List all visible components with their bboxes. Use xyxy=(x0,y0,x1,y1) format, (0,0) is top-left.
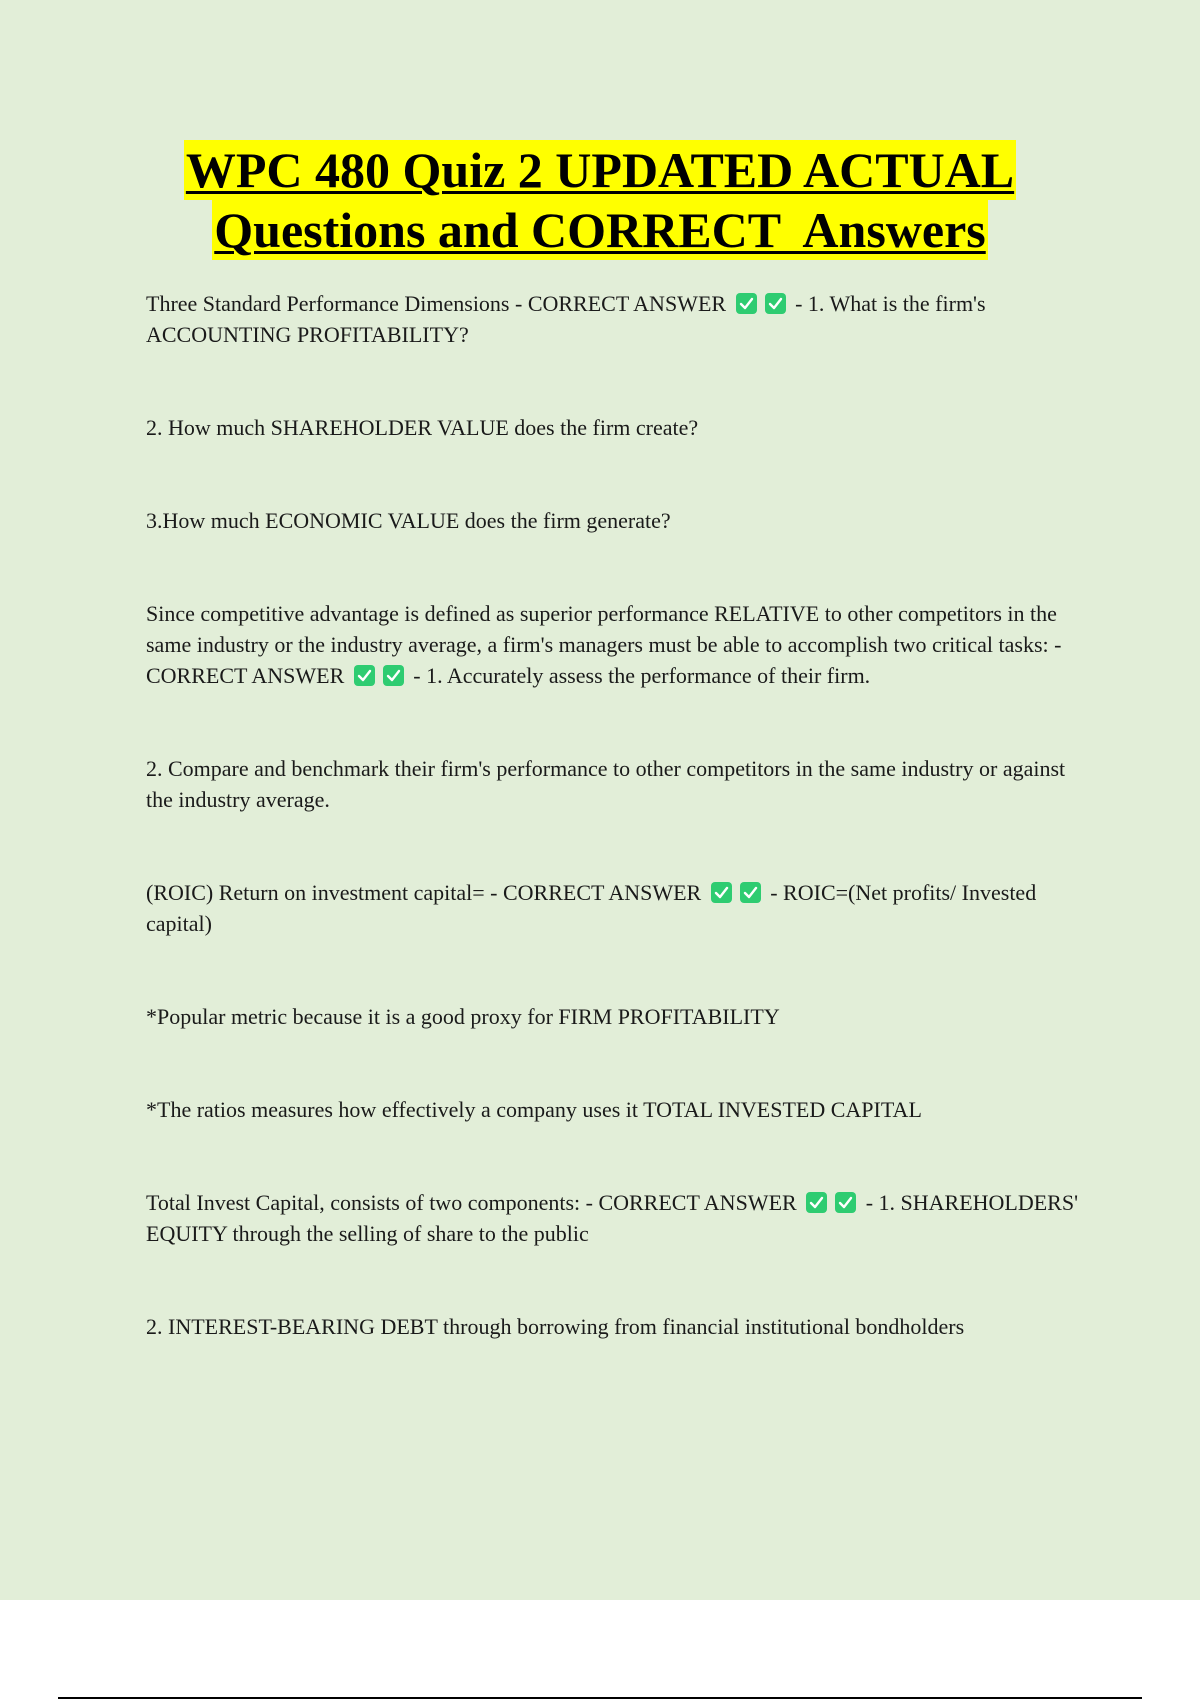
qa-item xyxy=(146,1094,1096,1125)
title-line-1: WPC 480 Quiz 2 UPDATED ACTUAL xyxy=(185,142,1015,198)
answer-text: 2. How much SHAREHOLDER VALUE does the firm create? xyxy=(146,415,699,440)
answer-text: - 1. Accurately assess the performance of their firm. xyxy=(413,663,871,688)
check-mark-icon xyxy=(806,1192,827,1213)
check-mark-icon xyxy=(765,293,786,314)
check-mark-icon xyxy=(835,1192,856,1213)
qa-item xyxy=(146,288,1096,350)
qa-item xyxy=(146,877,1096,939)
qa-item xyxy=(146,1001,1096,1032)
check-mark-icon xyxy=(354,665,375,686)
question-text: Total Invest Capital, consists of two components: - CORRECT ANSWER xyxy=(146,1190,797,1215)
answer-text: 2. INTEREST-BEARING DEBT through borrowing from financial institutional bondholders xyxy=(146,1314,965,1339)
footer-divider xyxy=(58,1697,1142,1699)
check-mark-icon xyxy=(740,882,761,903)
answer-text: 2. Compare and benchmark their firm's performance to other competitors in the same industry or against the industry average. xyxy=(146,756,1066,812)
answer-text: *The ratios measures how effectively a company uses it TOTAL INVESTED CAPITAL xyxy=(146,1097,922,1122)
qa-item xyxy=(146,505,1096,536)
question-text: Three Standard Performance Dimensions - CORRECT ANSWER xyxy=(146,291,727,316)
qa-item xyxy=(146,1311,1096,1342)
answer-text: 3.How much ECONOMIC VALUE does the firm generate? xyxy=(146,508,671,533)
qa-content xyxy=(146,288,1096,1404)
answer-text: - ROIC=(Net profits/ Invested capital) xyxy=(146,880,1037,936)
answer-text: - 1. What is the firm's ACCOUNTING PROFITABILITY? xyxy=(146,291,986,347)
answer-text: *Popular metric because it is a good proxy for FIRM PROFITABILITY xyxy=(146,1004,780,1029)
question-text: (ROIC) Return on investment capital= - CORRECT ANSWER xyxy=(146,880,702,905)
check-mark-icon xyxy=(383,665,404,686)
answer-text: - 1. SHAREHOLDERS' EQUITY through the selling of share to the public xyxy=(146,1190,1079,1246)
qa-item xyxy=(146,753,1096,815)
qa-item xyxy=(146,598,1096,691)
title-line-2: Questions and CORRECT Answers xyxy=(214,202,986,258)
qa-item xyxy=(146,1187,1096,1249)
document-title xyxy=(0,140,1200,260)
qa-item xyxy=(146,412,1096,443)
check-mark-icon xyxy=(736,293,757,314)
check-mark-icon xyxy=(711,882,732,903)
question-text: Since competitive advantage is defined as superior performance RELATIVE to other competitors in the same industry or the industry average, a firm's managers must be able to accomplish two critical tasks: - CORRECT ANSWER xyxy=(146,601,1062,688)
